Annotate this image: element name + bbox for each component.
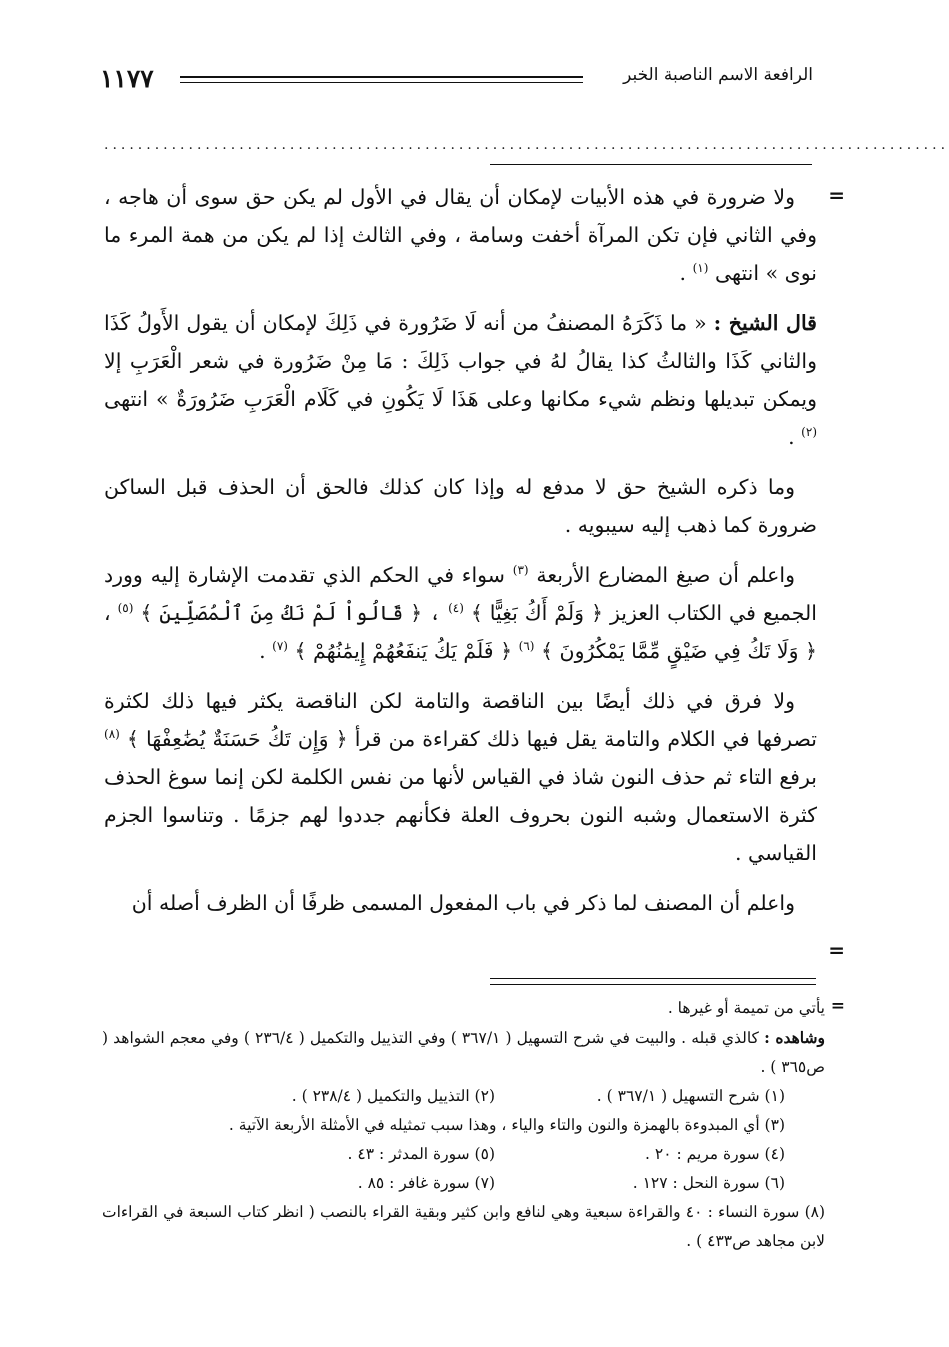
footnote-5: (٥) سورة المدثر : ٤٣ . xyxy=(347,1145,495,1163)
footnote-continuation: يأتي من تميمة أو غيرها . xyxy=(667,999,825,1017)
footnote-row-4-5 xyxy=(102,1140,825,1169)
quran-verse-4: ﴿ فَلَمْ يَكُ يَنفَعُهُمْ إِيمَٰنُهُمْ ﴾ xyxy=(294,639,513,663)
continuation-mark-bottom: = xyxy=(828,938,845,962)
footnote-6: (٦) سورة النحل : ١٢٧ . xyxy=(632,1174,785,1192)
footnote-row-1-2 xyxy=(102,1082,825,1111)
footnote-7: (٧) سورة غافر : ٨٥ . xyxy=(357,1174,495,1192)
footnote-rule-1 xyxy=(490,978,816,979)
paragraph-6: واعلم أن المصنف لما ذكر في باب المفعول المسمى ظرفًا أن الظرف أصله أن xyxy=(131,891,795,915)
continuation-mark-top: = xyxy=(828,183,845,207)
paragraph-2: قال الشيخ : « ما ذَكَرَهُ المصنفُ من أنه لَا ضَرُورة في ذَلِكَ لإمكان أن يقول الأَولُ كَذَا والثاني كَذَا والثالثُ كذا يقالُ لهُ في جواب ذَلِكَ : مَا مِنْ ضَرُورة في شعر الْعَرَبِ إلا ويمكن تبديلها ونظم شيء مكانها وعلى هَذَا لَا يَكُونِ في كَلَام الْعَرَبِ ضَرُورَةٌ » انتهى $^{(٢)}$ . xyxy=(104,311,817,449)
paragraph-5: ولا فرق في ذلك أيضًا بين الناقصة والتامة لكن الناقصة يكثر فيها ذلك لكثرة تصرفها في الكلام والتامة يقل فيها ذلك كقراءة من قرأ ﴿ وَإِن تَكُ حَسَنَةٌ يُضَٰعِفْهَا ﴾ $^{(٨)}$ برفع التاء ثم حذف النون شاذ في القياس لأنها من نفس الكلمة لكن إنما سوغ الحذف كثرة الاستعمال وشبه النون بحروف العلة فكأنهم جددوا لهم جزمًا . وتناسوا الجزم القياسي . xyxy=(104,689,817,865)
paragraph-3: وما ذكره الشيخ حق لا مدفع له وإذا كان كذلك فالحق أن الحذف قبل الساكن ضرورة كما ذهب إليه سيبويه . xyxy=(104,475,817,537)
quran-verse-1: ﴿ وَلَمْ أَكُ بَغِيًّا ﴾ xyxy=(470,601,604,625)
footnote-1: (١) شرح التسهيل ( ٣٦٧/١ ) . xyxy=(596,1087,785,1105)
sheikh-label: قال الشيخ : xyxy=(713,311,817,335)
footnote-witness: وشاهده : كالذي قبله . والبيت في شرح التسهيل ( ٣٦٧/١ ) وفي التذييل والتكميل ( ٢٣٦/٤ ) وفي معجم الشواهد ( ص٣٦٥ ) . xyxy=(102,1028,825,1076)
footnotes xyxy=(102,994,825,1256)
header-double-rule xyxy=(180,76,583,83)
page-number: ١١٧٧ xyxy=(100,64,154,93)
quran-verse-5: ﴿ وَإِن تَكُ حَسَنَةٌ يُضَٰعِفْهَا ﴾ xyxy=(126,727,348,751)
footnote-2: (٢) التذييل والتكميل ( ٢٣٨/٤ ) . xyxy=(291,1087,495,1105)
footnote-rule-2 xyxy=(490,984,816,985)
paragraph-1: ولا ضرورة في هذه الأبيات لإمكان أن يقال في الأول لم يكن حق سوى أن هاجه ، وفي الثاني فإن تكن المرآة أخفت وسامة ، وفي الثالث إذا لم يكن من همة المرء ما نوى » انتهى $^{(١)}$ . xyxy=(104,185,817,285)
continuation-mark-footnote: = xyxy=(830,996,845,1016)
quran-verse-2: ﴿ قَالُواْ لَمْ نَكُ مِنَ ٱلْمُصَلِّينَ ﴾ xyxy=(140,601,423,625)
footnote-row-6-7 xyxy=(102,1169,825,1198)
top-rule xyxy=(490,164,812,165)
running-title: الرافعة الاسم الناصبة الخبر xyxy=(623,65,813,85)
footnote-8: (٨) سورة النساء : ٤٠ والقراءة سبعية وهي لنافع وابن كثير وبقية القراء بالنصب ( انظر كتاب السبعة في القراءات لابن مجاهد ص٤٣٣ ) . xyxy=(102,1203,826,1250)
footnote-3: (٣) أي المبدوءة بالهمزة والنون والتاء والياء ، وهذا سبب تمثيله في الأمثلة الأربعة الآتية . xyxy=(228,1116,785,1134)
paragraph-4: واعلم أن صيغ المضارع الأربعة $^{(٣)}$ سواء في الحكم الذي تقدمت الإشارة إليه وورد الجميع في الكتاب العزيز ﴿ وَلَمْ أَكُ بَغِيًّا ﴾ $^{(٤)}$ ، ﴿ قَالُواْ لَمْ نَكُ مِنَ ٱلْمُصَلِّينَ ﴾ $^{(٥)}$ ، ﴿ وَلَا تَكُ فِي ضَيْقٍ مِّمَّا يَمْكُرُونَ ﴾ $^{(٦)}$ ﴿ فَلَمْ يَكُ يَنفَعُهُمْ إِيمَٰنُهُمْ ﴾ $^{(٧)}$ . xyxy=(104,563,817,663)
dotted-separator: .................................................................................................... xyxy=(104,137,949,153)
page-header xyxy=(100,62,813,96)
main-text xyxy=(104,178,817,934)
quran-verse-3: ﴿ وَلَا تَكُ فِي ضَيْقٍ مِّمَّا يَمْكُرُونَ ﴾ xyxy=(540,639,817,663)
footnote-4: (٤) سورة مريم : ٢٠ . xyxy=(645,1145,785,1163)
